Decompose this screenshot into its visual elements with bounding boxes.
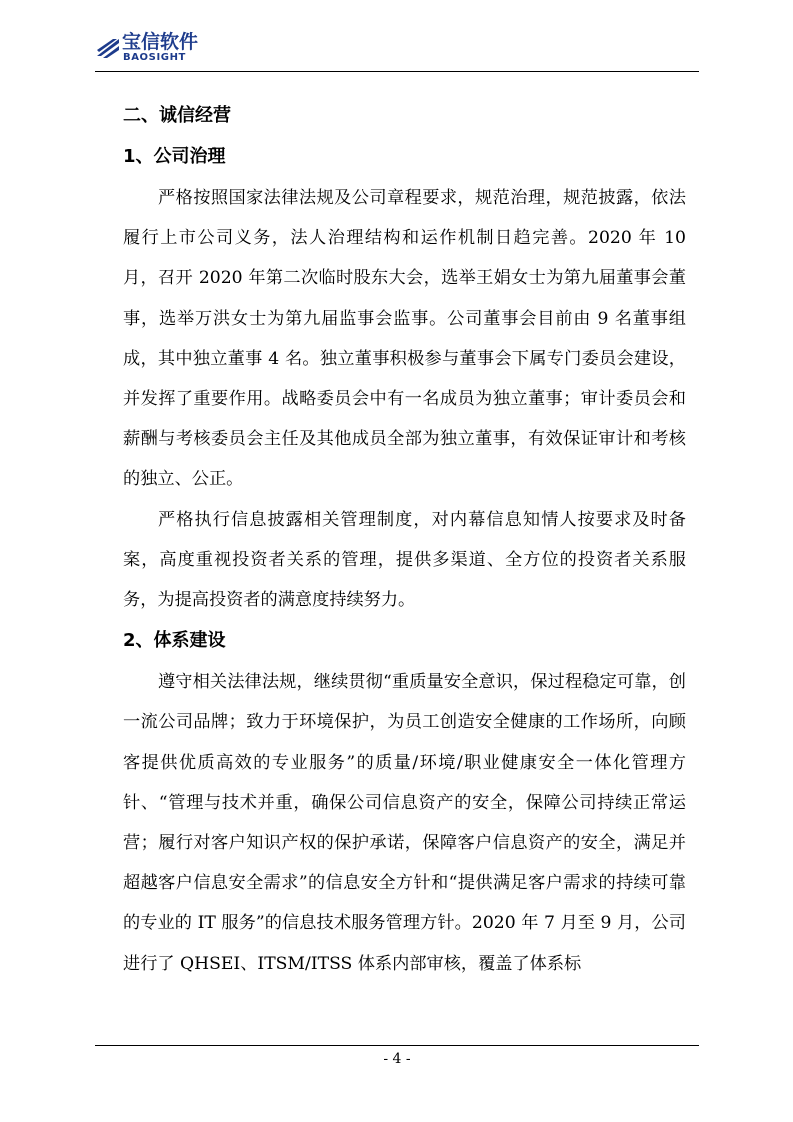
section-title: 二、诚信经营	[123, 105, 231, 126]
paragraph-system-1: 遵守相关法律法规，继续贯彻“重质量安全意识，保过程稳定可靠，创一流公司品牌；致力于环境保护，为员工创造安全健康的工作场所，向顾客提供优质高效的专业服务”的质量/环境/职业健康安全一体化管理方针、“管理与技术并重，确保公司信息资产的安全，保障公司持续正常运营；履行对客户知识产权的保护承诺，保障客户信息资产的安全，满足并超越客户信息安全需求”的信息安全方针和“提供满足客户需求的持续可靠的专业的 IT 服务”的信息技术服务管理方针。2020 年 7 月至 9 月，公司进行了 QHSEI、ITSM/ITSS 体系内部审核，覆盖了体系标	[123, 672, 686, 974]
footer-divider	[95, 1045, 699, 1046]
baosight-logo-mark-icon	[95, 36, 121, 60]
page-header	[95, 30, 699, 72]
document-body	[123, 96, 686, 984]
baosight-logo	[95, 30, 215, 66]
header-divider	[95, 71, 699, 72]
logo-english-name: BAOSIGHT	[123, 52, 186, 63]
page-number: - 4 -	[383, 1051, 411, 1067]
paragraph-governance-2: 严格执行信息披露相关管理制度，对内幕信息知情人按要求及时备案，高度重视投资者关系的管理，提供多渠道、全方位的投资者关系服务，为提高投资者的满意度持续努力。	[123, 509, 686, 611]
subsection-title-system: 2、体系建设	[123, 630, 226, 652]
logo-chinese-name: 宝信软件	[122, 31, 199, 53]
subsection-title-governance: 1、公司治理	[123, 146, 226, 167]
paragraph-governance-1: 严格按照国家法律法规及公司章程要求，规范治理，规范披露，依法履行上市公司义务，法人治理结构和运作机制日趋完善。2020 年 10 月，召开 2020 年第二次临时股东大会，选举王娟女士为第九届董事会董事，选举万洪女士为第九届监事会监事。公司董事会目前由 9 名董事组成，其中独立董事 4 名。独立董事积极参与董事会下属专门委员会建设，并发挥了重要作用。战略委员会中有一名成员为独立董事；审计委员会和薪酬与考核委员会主任及其他成员全部为独立董事，有效保证审计和考核的独立、公正。	[123, 188, 686, 490]
